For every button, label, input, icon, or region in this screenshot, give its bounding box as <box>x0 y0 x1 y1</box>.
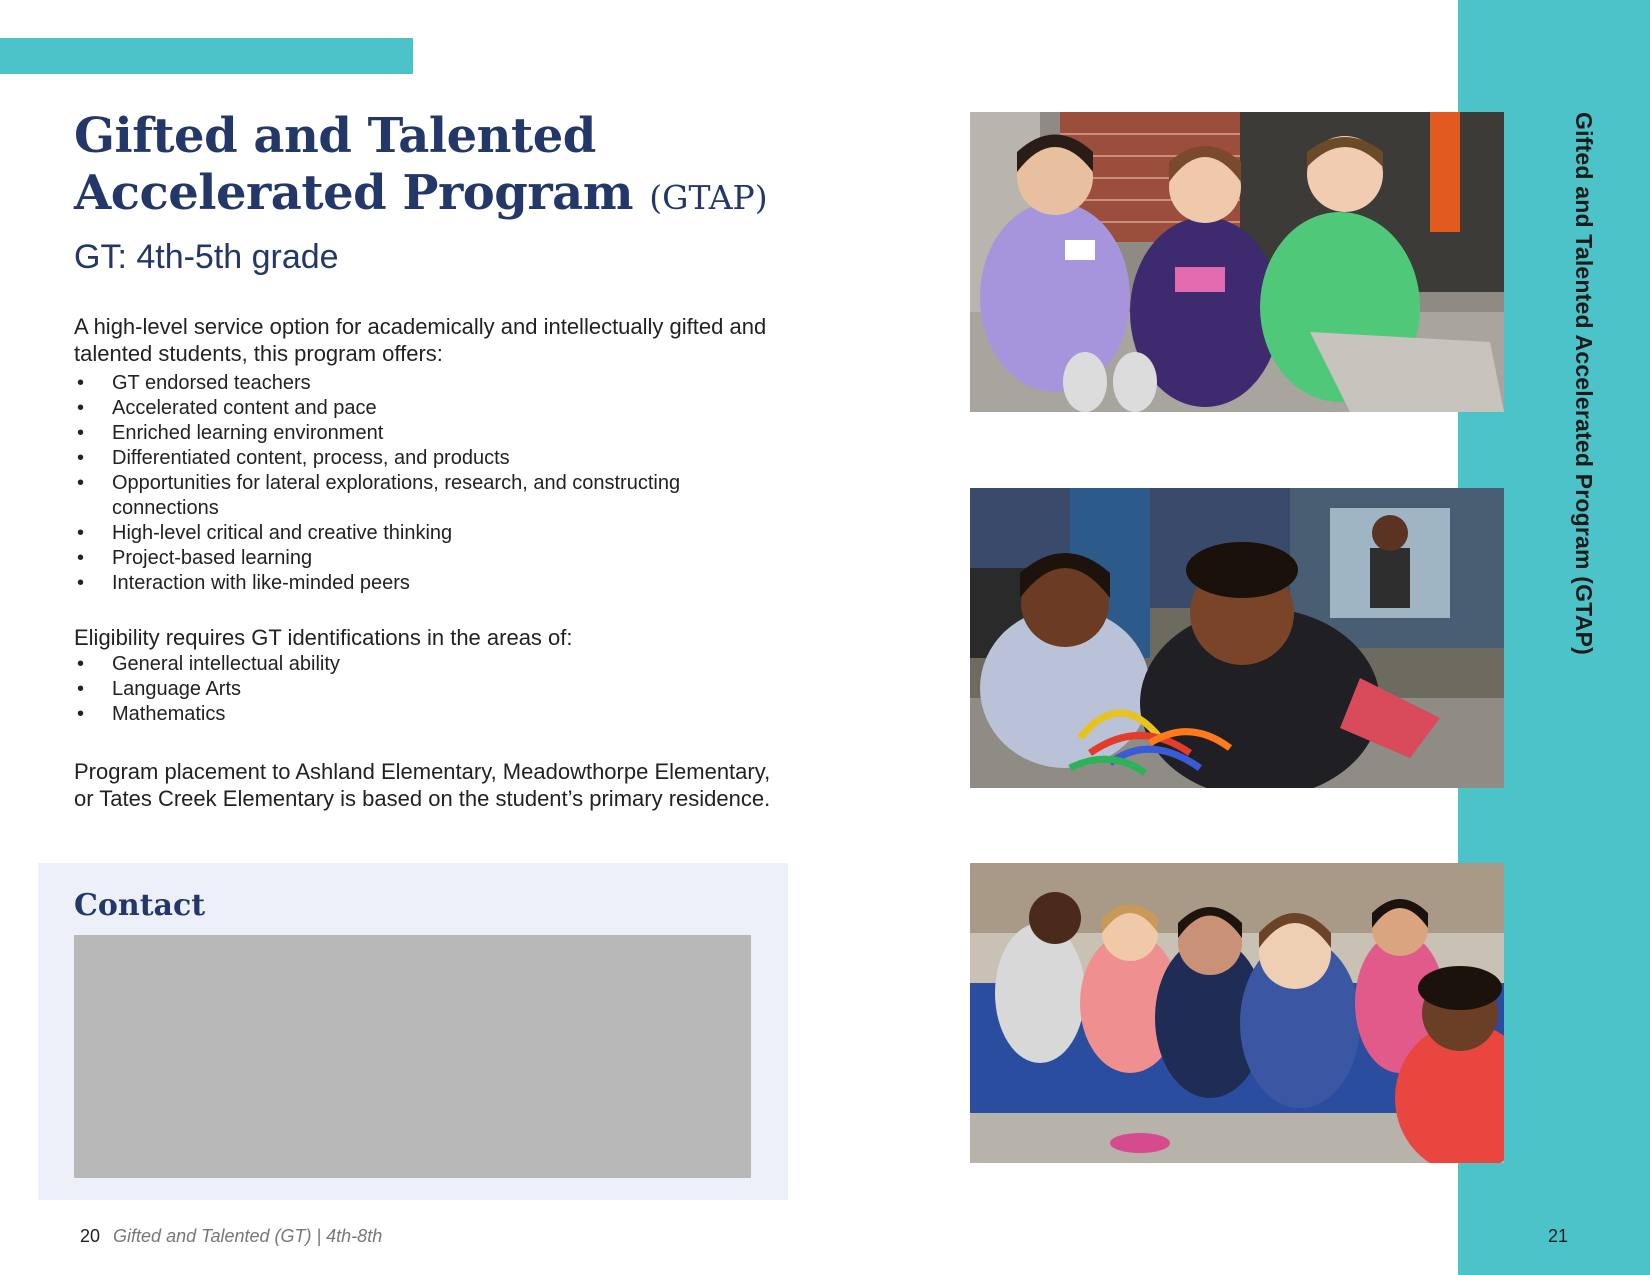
list-item: • High-level critical and creative thinking <box>74 521 774 546</box>
photo-students-crafting-image <box>970 488 1504 788</box>
list-item: • Opportunities for lateral explorations, research, and constructing connections <box>74 471 774 521</box>
photo-students-sitting <box>970 112 1504 412</box>
intro-paragraph: A high-level service option for academically and intellectually gifted and talented students, this program offers: <box>74 314 767 366</box>
placement-paragraph: Program placement to Ashland Elementary, Meadowthorpe Elementary, or Tates Creek Elementary is based on the student’s primary residence. <box>74 759 771 811</box>
offers-list <box>74 371 774 596</box>
footer-section-label: Gifted and Talented (GT) | 4th-8th <box>113 1226 383 1246</box>
list-item: • Language Arts <box>74 677 774 702</box>
photo-students-on-rug <box>970 863 1504 1163</box>
side-title: Gifted and Talented Accelerated Program (GTAP) <box>1571 112 1597 655</box>
eligibility-intro: Eligibility requires GT identifications in the areas of: <box>74 625 573 650</box>
list-item: • Mathematics <box>74 702 774 727</box>
photo-students-on-rug-image <box>970 863 1504 1163</box>
list-item: • Differentiated content, process, and products <box>74 446 774 471</box>
grade-subtitle: GT: 4th-5th grade <box>74 238 339 276</box>
page-number-right: 21 <box>1548 1226 1569 1246</box>
title-line-2: Accelerated Program <box>74 165 634 221</box>
photo-students-sitting-image <box>970 112 1504 412</box>
list-item: • General intellectual ability <box>74 652 774 677</box>
page-number-left: 20 <box>80 1226 101 1246</box>
footer-left <box>80 1226 382 1247</box>
list-item: • GT endorsed teachers <box>74 371 774 396</box>
list-item: • Project-based learning <box>74 546 774 571</box>
contact-heading: Contact <box>74 888 206 923</box>
photo-students-crafting <box>970 488 1504 788</box>
page-title <box>74 108 768 226</box>
title-line-1: Gifted and Talented <box>74 108 596 164</box>
contact-placeholder <box>74 935 751 1178</box>
list-item: • Enriched learning environment <box>74 421 774 446</box>
list-item: • Interaction with like-minded peers <box>74 571 774 596</box>
top-accent-bar <box>0 38 413 74</box>
title-abbreviation: (GTAP) <box>649 178 768 217</box>
list-item: • Accelerated content and pace <box>74 396 774 421</box>
eligibility-list <box>74 652 774 727</box>
